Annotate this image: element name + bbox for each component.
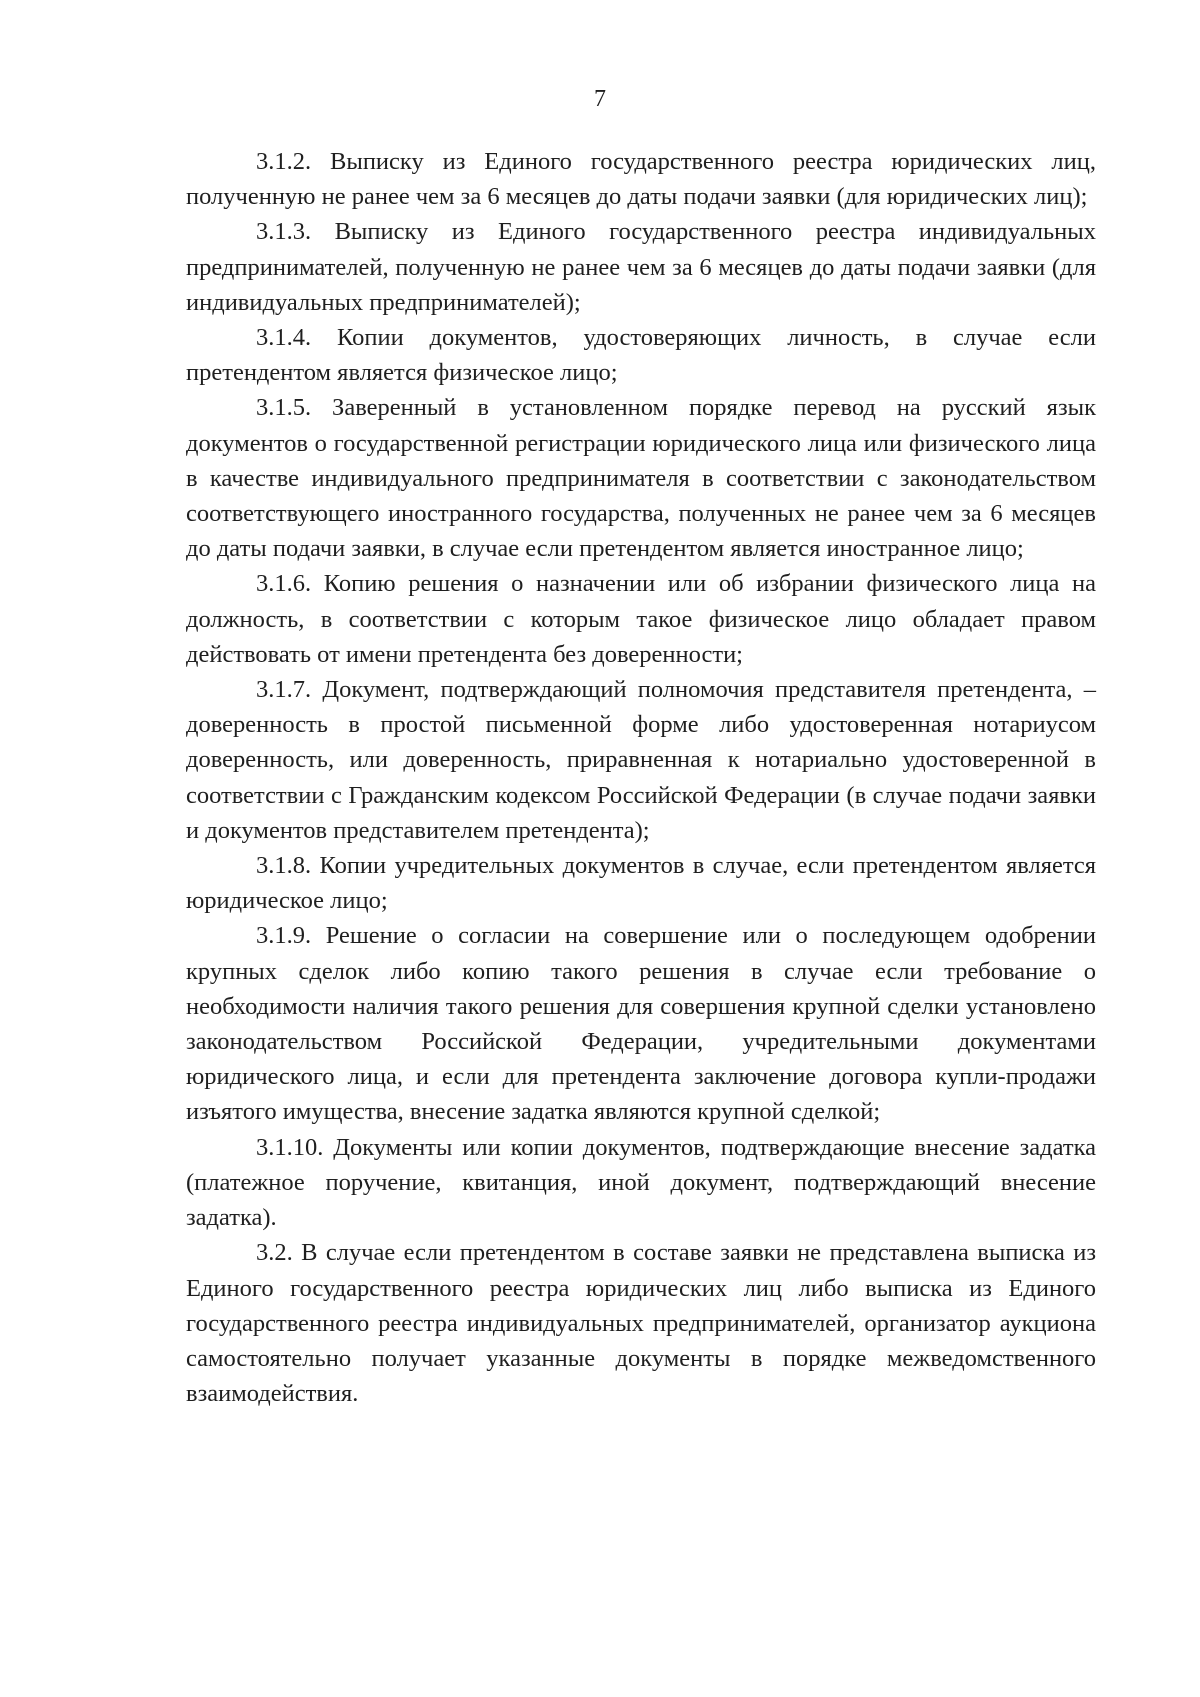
page-number: 7	[594, 86, 606, 112]
paragraph-3-1-10: 3.1.10. Документы или копии документов, подтверждающие внесение задатка (платежное поручение, квитанция, иной документ, подтверждающий внесение задатка).	[186, 1133, 1096, 1232]
paragraph-3-1-2: 3.1.2. Выписку из Единого государственного реестра юридических лиц, полученную не ранее чем за 6 месяцев до даты подачи заявки (для юридических лиц);	[186, 148, 1096, 211]
paragraph-3-1-8: 3.1.8. Копии учредительных документов в случае, если претендентом является юридическое лицо;	[186, 852, 1096, 915]
paragraph-3-1-3: 3.1.3. Выписку из Единого государственного реестра индивидуальных предпринимателей, полученную не ранее чем за 6 месяцев до даты подачи заявки (для индивидуальных предпринимателей);	[186, 218, 1096, 316]
paragraph-3-1-6: 3.1.6. Копию решения о назначении или об избрании физического лица на должность, в соответствии с которым такое физическое лицо обладает правом действовать от имени претендента без доверенности;	[186, 570, 1096, 668]
paragraph-3-2: 3.2. В случае если претендентом в составе заявки не представлена выписка из Единого государственного реестра юридических лиц либо выписка из Единого государственного реестра индивидуальных предпринимателей, организатор аукциона самостоятельно получает указанные документы в порядке межведомственного взаимодействия.	[186, 1239, 1096, 1408]
paragraph-3-1-4: 3.1.4. Копии документов, удостоверяющих личность, в случае если претендентом является физическое лицо;	[186, 324, 1096, 387]
document-body	[186, 144, 1096, 1411]
paragraph-3-1-5: 3.1.5. Заверенный в установленном порядке перевод на русский язык документов о государственной регистрации юридического лица или физического лица в качестве индивидуального предпринимателя в соответствии с законодательством соответствующего иностранного государства, полученных не ранее чем за 6 месяцев до даты подачи заявки, в случае если претендентом является иностранное лицо;	[186, 394, 1096, 563]
paragraph-3-1-9: 3.1.9. Решение о согласии на совершение или о последующем одобрении крупных сделок либо копию такого решения в случае если требование о необходимости наличия такого решения для совершения крупной сделки установлено законодательством Российской Федерации, учредительными документами юридического лица, и если для претендента заключение договора купли-продажи изъятого имущества, внесение задатка являются крупной сделкой;	[186, 922, 1096, 1126]
paragraph-3-1-7: 3.1.7. Документ, подтверждающий полномочия представителя претендента, – доверенность в простой письменной форме либо удостоверенная нотариусом доверенность, или доверенность, приравненная к нотариально удостоверенной в соответствии с Гражданским кодексом Российской Федерации (в случае подачи заявки и документов представителем претендента);	[186, 676, 1096, 844]
